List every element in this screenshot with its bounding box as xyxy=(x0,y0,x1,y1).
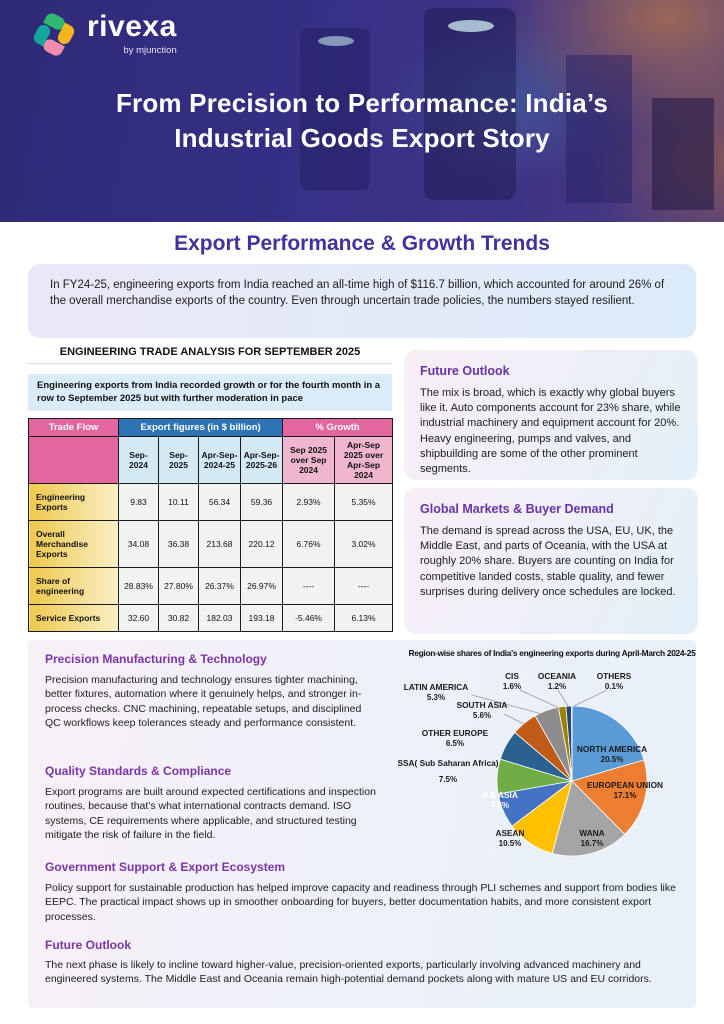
pinwheel-icon xyxy=(30,12,78,64)
pie-leader-line xyxy=(520,690,559,708)
pie-label-pct: 1.6% xyxy=(502,682,522,691)
pie-label-name: OCEANIA xyxy=(537,671,577,681)
cell-value: 32.60 xyxy=(119,605,159,632)
cell-value: 193.18 xyxy=(241,605,283,632)
pie-label-name: LATIN AMERICA xyxy=(403,682,469,692)
pie-label-name: OTHERS xyxy=(596,671,632,681)
cell-value: 27.80% xyxy=(159,568,199,605)
cell-value: 182.03 xyxy=(199,605,241,632)
pie-label-latin-america xyxy=(404,682,469,702)
cell-value: 9.83 xyxy=(119,484,159,521)
analysis-note: Engineering exports from India recorded growth or for the fourth month in a row to September 2025 but with further moderation in pace xyxy=(28,374,392,411)
col-group-trade-flow: Trade Flow xyxy=(29,419,119,437)
pie-label-ssa-sub-saharan-africa- xyxy=(392,758,504,784)
pie-leader-line xyxy=(574,690,607,706)
subheader-apr-sep-2025-26: Apr-Sep-2025-26 xyxy=(241,437,283,484)
subheader-sep-2025: Sep-2025 xyxy=(159,437,199,484)
pie-chart xyxy=(392,668,712,863)
panel-title: Future Outlook xyxy=(420,364,510,378)
cell-value: 26.37% xyxy=(199,568,241,605)
intro-card: In FY24-25, engineering exports from India reached an all-time high of $116.7 billion, which accounted for around 26% of the overall merchandise exports of the country. Even through uncertain trade policies, the numbers stayed resilient. xyxy=(28,264,696,338)
cell-value: 36.38 xyxy=(159,521,199,568)
pie-chart-panel xyxy=(388,648,716,863)
subheader-growth-sep: Sep 2025 over Sep 2024 xyxy=(283,437,335,484)
cell-value: 34.08 xyxy=(119,521,159,568)
cell-value: 56.34 xyxy=(199,484,241,521)
pie-label-others xyxy=(597,671,632,691)
row-label: Service Exports xyxy=(29,605,119,632)
pie-label-n-e-asia xyxy=(482,790,518,810)
subheader-apr-sep-2024-25: Apr-Sep-2024-25 xyxy=(199,437,241,484)
subheader-sep-2024: Sep-2024 xyxy=(119,437,159,484)
section-title-future-outlook: Future Outlook xyxy=(45,938,131,952)
table-row xyxy=(29,568,393,605)
section-body-government: Policy support for sustainable production has helped improve capacity and readiness through PLI schemes and support from bodies like EEPC. The practical impact shows up in smoother onboarding for buyers, better documentation habits, and more consistent export processes. xyxy=(45,882,676,923)
cell-value: ---- xyxy=(283,568,335,605)
cell-value: 28.83% xyxy=(119,568,159,605)
section-title-quality: Quality Standards & Compliance xyxy=(45,764,232,778)
subheader-growth-apr-sep: Apr-Sep 2025 over Apr-Sep 2024 xyxy=(335,437,393,484)
pie-label-name: OTHER EUROPE xyxy=(421,728,489,738)
cell-value: 5.35% xyxy=(335,484,393,521)
pie-label-other-europe xyxy=(422,728,488,748)
hero-title-line1: From Precision to Performance: India’s xyxy=(115,88,609,118)
panel-global-markets xyxy=(404,488,698,634)
section-body-quality: Export programs are built around expected certifications and inspection routines, because that's what international contracts demand. ISO systems, CE requirements where applicable, and structured testing mitigate the risk of failure in the field. xyxy=(45,786,376,842)
cell-value: 213.68 xyxy=(199,521,241,568)
cell-value: 6.76% xyxy=(283,521,335,568)
pie-label-name: ASEAN xyxy=(495,828,525,838)
brand-logo xyxy=(30,12,177,64)
panel-body: The mix is broad, which is exactly why global buyers like it. Auto components account for 23% share, while industrial machinery and equipment account for 20%. Heavy engineering, pumps and valves, and shipbuilding are some of the other prominent segments. xyxy=(420,387,681,475)
pie-label-pct: 17.1% xyxy=(613,791,637,800)
pie-label-name: SSA( Sub Saharan Africa) xyxy=(397,758,499,768)
pie-label-european-union xyxy=(587,780,663,800)
pie-label-asean xyxy=(495,828,524,848)
pie-label-pct: 5.3% xyxy=(426,693,446,702)
col-group-export-figures: Export figures (in $ billion) xyxy=(119,419,283,437)
row-label: Engineering Exports xyxy=(29,484,119,521)
pie-label-pct: 6.5% xyxy=(445,739,465,748)
pie-label-name: SOUTH ASIA xyxy=(456,700,508,710)
cell-value: 2.93% xyxy=(283,484,335,521)
header-photo-shape xyxy=(318,36,354,46)
pie-label-name: N E ASIA xyxy=(482,790,518,800)
row-label: Overall Merchandise Exports xyxy=(29,521,119,568)
cell-value: 59.36 xyxy=(241,484,283,521)
brand-text xyxy=(87,12,177,56)
cell-value: 10.11 xyxy=(159,484,199,521)
header-banner xyxy=(0,0,724,222)
trade-table xyxy=(28,418,393,632)
panel-title: Global Markets & Buyer Demand xyxy=(420,502,614,516)
cell-value: 26.97% xyxy=(241,568,283,605)
col-group-growth: % Growth xyxy=(283,419,393,437)
pie-label-pct: 7.5% xyxy=(490,801,510,810)
section-body-precision: Precision manufacturing and technology ensures tighter machining, better fixtures, automation where it genuinely helps, and stronger in-process checks. CNC machining, repeatable setups, and disciplined QC workflows keep tolerances steady and performance consistent. xyxy=(45,674,362,730)
pie-label-name: EUROPEAN UNION xyxy=(586,780,664,790)
pie-label-north-america xyxy=(577,744,647,764)
pie-label-name: CIS xyxy=(505,671,519,681)
pie-label-pct: 0.1% xyxy=(604,682,624,691)
brand-name: rivexa xyxy=(87,10,177,43)
panel-body: The demand is spread across the USA, EU, UK, the Middle East, and parts of Oceania, with the USA at roughly 20% share. Buyers are counting on India for competitive landed costs, stable quality, and fewer surprises during delivery once schedules are locked. xyxy=(420,525,676,598)
pie-chart-title: Region-wise shares of India's engineering exports during April-March 2024-25 xyxy=(408,648,696,658)
table-row xyxy=(29,484,393,521)
cell-value: ---- xyxy=(335,568,393,605)
empty-header-cell xyxy=(29,437,119,484)
section-body-future-outlook: The next phase is likely to incline toward higher-value, precision-oriented exports, particularly involving advanced machinery and engineered systems. The Middle East and Oceania remain high-potential demand pockets along with mature US and EU corridors. xyxy=(45,959,652,986)
row-label: Share of engineering xyxy=(29,568,119,605)
pie-label-south-asia xyxy=(457,700,508,720)
cell-value: 6.13% xyxy=(335,605,393,632)
pie-label-pct: 7.5% xyxy=(438,775,458,784)
pie-label-pct: 1.2% xyxy=(547,682,567,691)
hero-title-line2: Industrial Goods Export Story xyxy=(174,122,550,153)
pie-label-cis xyxy=(503,671,521,691)
brand-tagline: by mjunction xyxy=(123,45,177,56)
pie-label-name: WANA xyxy=(579,828,605,838)
hero-title xyxy=(0,86,724,156)
analysis-title: ENGINEERING TRADE ANALYSIS FOR SEPTEMBER 2025 xyxy=(28,346,392,364)
pie-label-wana xyxy=(579,828,604,848)
pie-label-name: NORTH AMERICA xyxy=(576,744,648,754)
section-title-government: Government Support & Export Ecosystem xyxy=(45,860,286,874)
pie-label-pct: 20.5% xyxy=(600,755,624,764)
pie-label-pct: 10.5% xyxy=(498,839,522,848)
cell-value: 3.02% xyxy=(335,521,393,568)
header-photo-shape xyxy=(448,20,494,32)
pie-label-pct: 16.7% xyxy=(580,839,604,848)
cell-value: 220.12 xyxy=(241,521,283,568)
pie-leader-line xyxy=(558,690,568,706)
table-row xyxy=(29,521,393,568)
cell-value: 30.82 xyxy=(159,605,199,632)
pie-label-oceania xyxy=(538,671,576,691)
table-group-header-row xyxy=(29,419,393,437)
pie-label-pct: 5.6% xyxy=(472,711,492,720)
table-row xyxy=(29,605,393,632)
section-title-precision: Precision Manufacturing & Technology xyxy=(45,652,267,666)
panel-future-outlook xyxy=(404,350,698,480)
table-subheader-row xyxy=(29,437,393,484)
cell-value: -5.46% xyxy=(283,605,335,632)
section-heading: Export Performance & Growth Trends xyxy=(174,232,550,255)
